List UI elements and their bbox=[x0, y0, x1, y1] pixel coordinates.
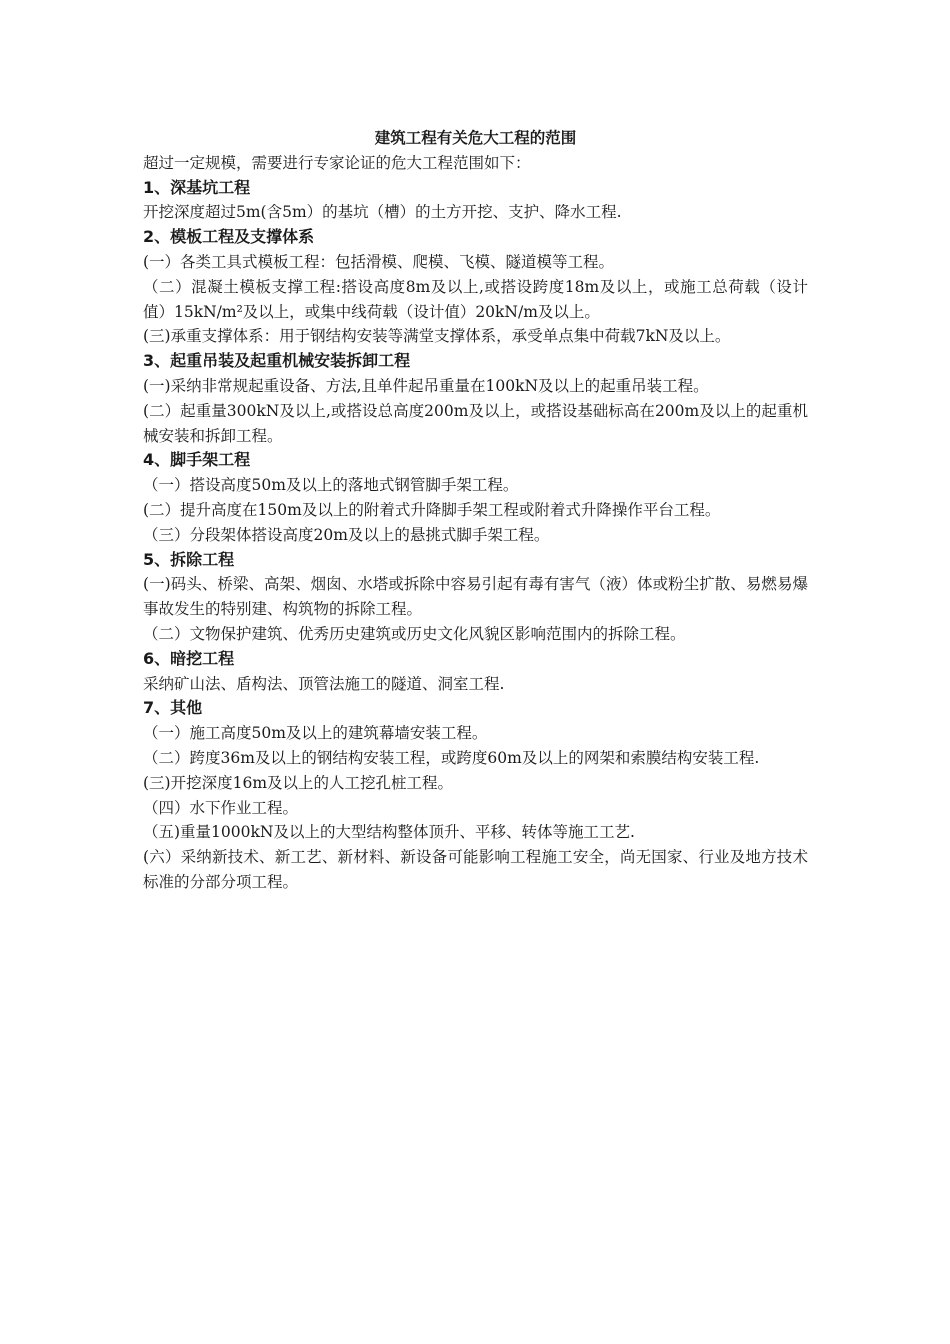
section-paragraph: （二）跨度36m及以上的钢结构安装工程，或跨度60m及以上的网架和索膜结构安装工程. bbox=[143, 748, 760, 767]
section-heading: 3、起重吊装及起重机械安装拆卸工程 bbox=[143, 351, 411, 371]
section bbox=[143, 349, 808, 448]
section-heading: 7、其他 bbox=[143, 698, 203, 718]
section-paragraph: (三)承重支撑体系：用于钢结构安装等满堂支撑体系，承受单点集中荷载7kN及以上。 bbox=[143, 327, 731, 346]
section-heading: 6、暗挖工程 bbox=[143, 648, 235, 668]
section-paragraph: (二）提升高度在150m及以上的附着式升降脚手架工程或附着式升降操作平台工程。 bbox=[143, 500, 721, 519]
section-paragraph: （五)重量1000kN及以上的大型结构整体顶升、平移、转体等施工工艺. bbox=[143, 823, 635, 842]
section-paragraph: (三)开挖深度16m及以上的人工挖孔桩工程。 bbox=[143, 773, 454, 792]
section-heading: 2、模板工程及支撑体系 bbox=[143, 227, 315, 247]
section bbox=[143, 548, 808, 647]
sections-container bbox=[143, 176, 808, 895]
intro-paragraph: 超过一定规模，需要进行专家论证的危大工程范围如下： bbox=[143, 153, 531, 172]
section bbox=[143, 696, 808, 894]
section bbox=[143, 647, 808, 697]
section-paragraph: (二）起重量300kN及以上,或搭设总高度200m及以上，或搭设基础标高在200m及以上的起重机械安装和拆卸工程。 bbox=[143, 401, 808, 445]
section-paragraph: （三）分段架体搭设高度20m及以上的悬挑式脚手架工程。 bbox=[143, 525, 550, 544]
section-heading: 4、脚手架工程 bbox=[143, 450, 251, 470]
section-paragraph: （一）施工高度50m及以上的建筑幕墙安装工程。 bbox=[143, 724, 488, 743]
section-paragraph: (一)码头、桥梁、高架、烟囱、水塔或拆除中容易引起有毒有害气（液）体或粉尘扩散、易燃易爆事故发生的特别建、构筑物的拆除工程。 bbox=[143, 575, 808, 619]
section-paragraph: （四）水下作业工程。 bbox=[143, 798, 299, 817]
document-title: 建筑工程有关危大工程的范围 bbox=[374, 129, 577, 147]
section-paragraph: 采纳矿山法、盾构法、顶管法施工的隧道、洞室工程. bbox=[143, 674, 505, 693]
section-paragraph: (一)采纳非常规起重设备、方法,且单件起吊重量在100kN及以上的起重吊装工程。 bbox=[143, 376, 709, 395]
section-paragraph: 开挖深度超过5m(含5m）的基坑（槽）的土方开挖、支护、降水工程. bbox=[143, 203, 622, 222]
section bbox=[143, 225, 808, 349]
section-paragraph: （二）混凝土模板支撑工程:搭设高度8m及以上,或搭设跨度18m及以上，或施工总荷载（设计值）15kN/m²及以上，或集中线荷载（设计值）20kN/m及以上。 bbox=[143, 277, 808, 321]
section-heading: 5、拆除工程 bbox=[143, 549, 235, 569]
section-heading: 1、深基坑工程 bbox=[143, 177, 251, 197]
section-paragraph: (六）采纳新技术、新工艺、新材料、新设备可能影响工程施工安全，尚无国家、行业及地方技术标准的分部分项工程。 bbox=[143, 848, 808, 891]
document-page bbox=[143, 126, 808, 895]
section-paragraph: (一）各类工具式模板工程：包括滑模、爬模、飞模、隧道模等工程。 bbox=[143, 252, 615, 271]
section bbox=[143, 448, 808, 547]
section-paragraph: （二）文物保护建筑、优秀历史建筑或历史文化风貌区影响范围内的拆除工程。 bbox=[143, 624, 686, 643]
section-paragraph: （一）搭设高度50m及以上的落地式钢管脚手架工程。 bbox=[143, 476, 519, 495]
section bbox=[143, 176, 808, 226]
